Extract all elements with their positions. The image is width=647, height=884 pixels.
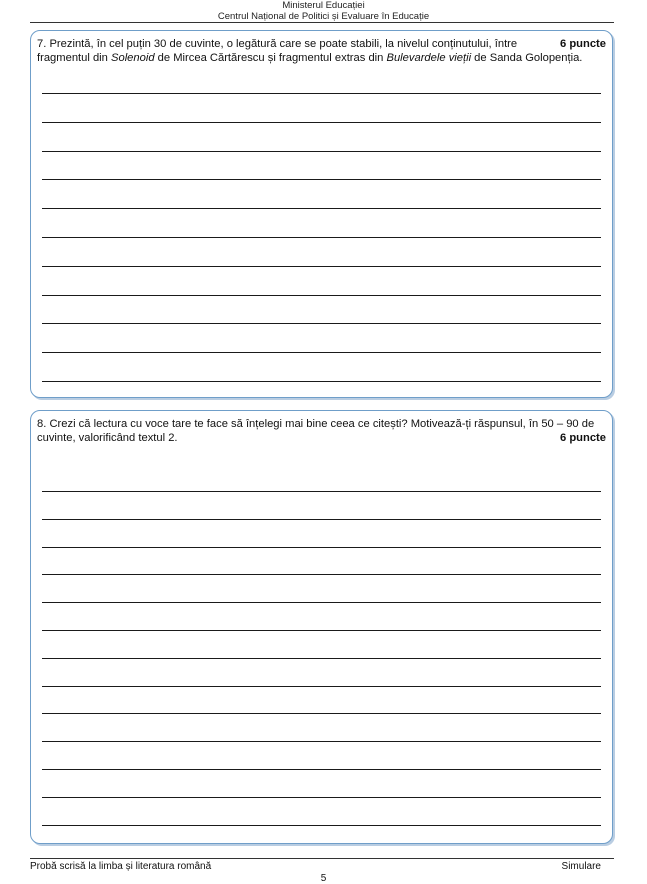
question-7-text-part-b: de Mircea Cărtărescu și fragmentul extras din (154, 51, 387, 64)
answer-line (42, 93, 601, 94)
footer-simulation-label: Simulare (561, 861, 601, 872)
question-8-box (30, 410, 613, 844)
question-8-prompt: Crezi că lectura cu voce tare te face să înțelegi mai bine ceea ce citești? Motivează-ți răspunsul, în 50 – 90 de cuvinte, valorificând textul 2. (37, 418, 595, 444)
question-7-text-part-c: de Sanda Golopenția. (471, 51, 583, 64)
answer-line (42, 179, 601, 180)
answer-line (42, 151, 601, 152)
answer-line (42, 825, 601, 826)
answer-line (42, 769, 601, 770)
answer-line (42, 295, 601, 296)
answer-line (42, 381, 601, 382)
answer-line (42, 208, 601, 209)
question-7-title-bulevardele: Bulevardele vieții (386, 51, 472, 64)
header-center: Centrul Național de Politici și Evaluare în Educație (217, 11, 430, 22)
question-7-text-part-a: Prezintă, în cel puțin 30 de cuvinte, o legătură care se poate stabili, la nivelul conținutului, între fragmentul din (37, 38, 518, 64)
answer-line (42, 797, 601, 798)
answer-line (42, 658, 601, 659)
question-7-points: 6 puncte (559, 38, 606, 50)
footer-exam-title: Probă scrisă la limba și literatura română (30, 861, 212, 872)
answer-line (42, 713, 601, 714)
header-ministry: Ministerul Educației (282, 0, 365, 11)
answer-line (42, 519, 601, 520)
answer-line (42, 602, 601, 603)
answer-line (42, 630, 601, 631)
page-header (0, 0, 647, 22)
question-7-title-solenoid: Solenoid (111, 51, 155, 64)
footer-divider (30, 858, 614, 859)
question-7-answer-area[interactable] (42, 31, 601, 397)
answer-line (42, 323, 601, 324)
answer-line (42, 237, 601, 238)
header-divider (30, 22, 614, 23)
answer-line (42, 352, 601, 353)
answer-line (42, 266, 601, 267)
question-8-answer-area[interactable] (42, 411, 601, 843)
answer-line (42, 491, 601, 492)
question-8-number: 8. (37, 418, 47, 430)
answer-line (42, 122, 601, 123)
question-7-number: 7. (37, 38, 47, 50)
page-number: 5 (320, 873, 327, 884)
answer-line (42, 686, 601, 687)
answer-line (42, 574, 601, 575)
question-8-points: 6 puncte (559, 431, 606, 444)
answer-line (42, 547, 601, 548)
question-7-box (30, 30, 613, 398)
answer-line (42, 741, 601, 742)
